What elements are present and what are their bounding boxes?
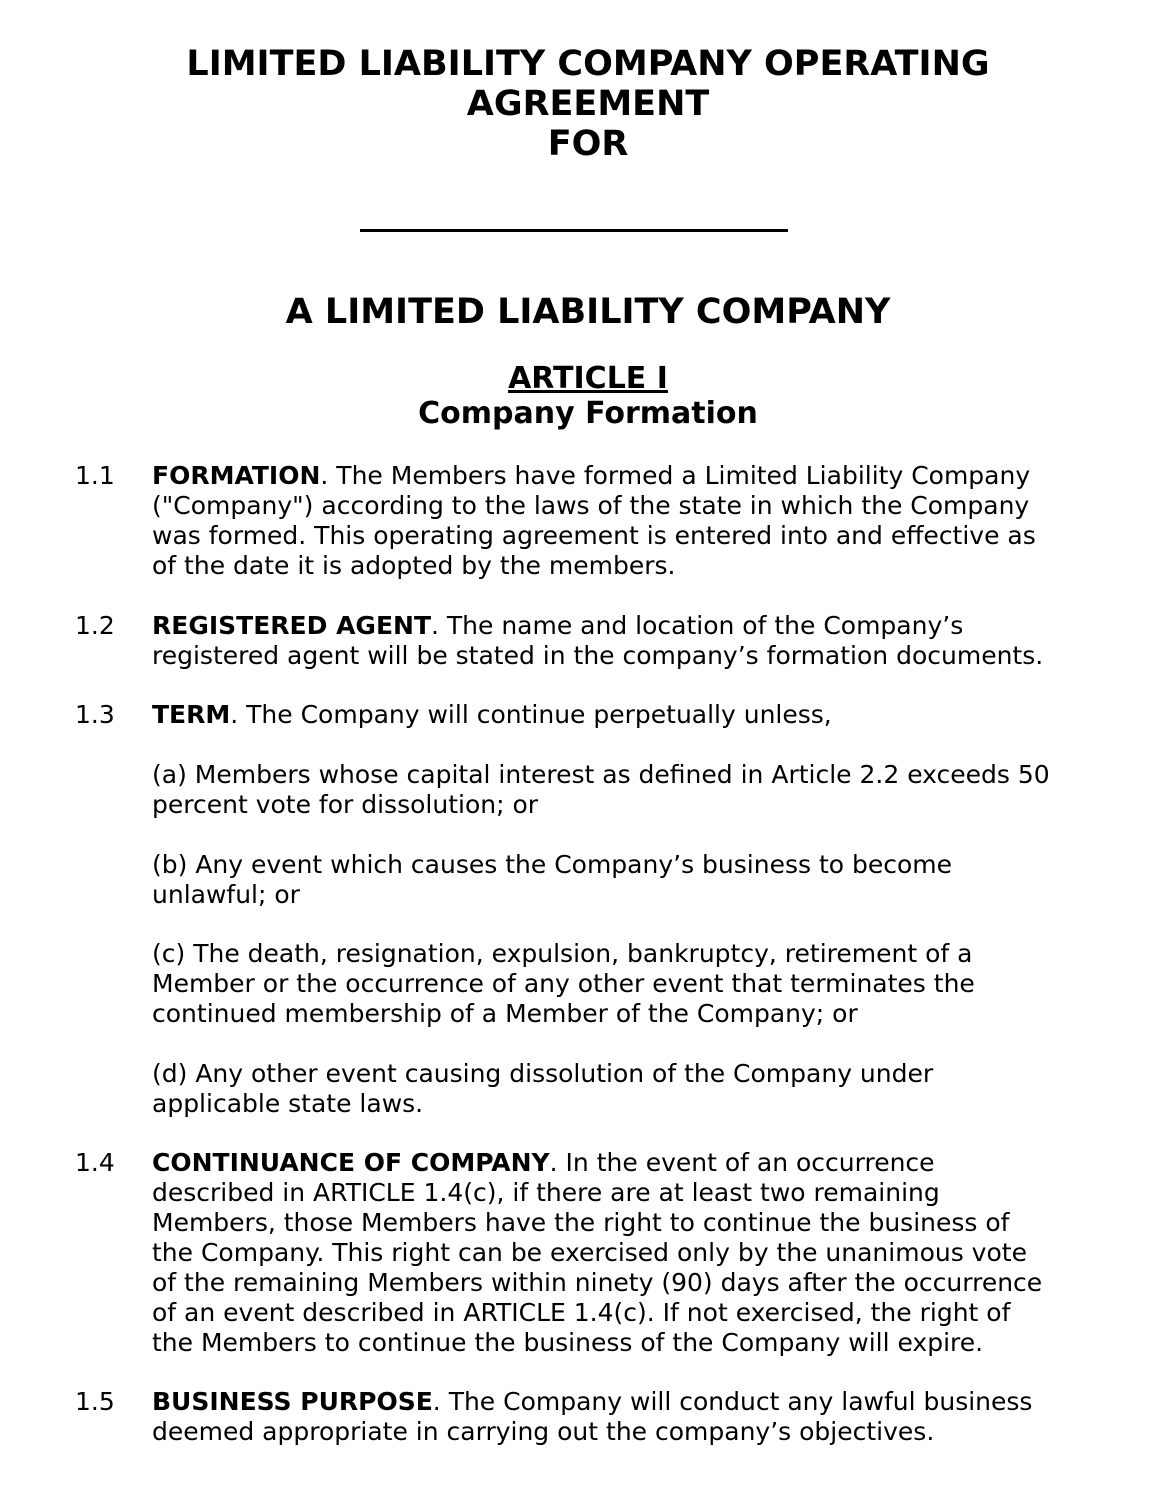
section-heading: TERM xyxy=(152,700,231,729)
section-heading: FORMATION xyxy=(152,461,321,490)
section-body xyxy=(152,611,1082,671)
subitem-line: (b) Any event which causes the Company’s business to become xyxy=(152,850,953,879)
section-text: . In the event of an occurrence xyxy=(549,1148,935,1177)
section-line xyxy=(152,461,1082,491)
term-subitem-a xyxy=(152,760,1092,820)
title-line: AGREEMENT xyxy=(466,84,710,124)
document-subtitle: A LIMITED LIABILITY COMPANY xyxy=(285,292,891,332)
subitem-line: (d) Any other event causing dissolution of the Company under xyxy=(152,1059,934,1088)
section-heading: BUSINESS PURPOSE xyxy=(152,1387,433,1416)
term-subitem-d xyxy=(152,1059,1092,1119)
article-number: ARTICLE I xyxy=(508,361,668,396)
article-heading xyxy=(0,361,1176,431)
section-text: . The Members have formed a Limited Liability Company xyxy=(320,461,1031,490)
section-line: of an event described in ARTICLE 1.4(c). If not exercised, the right of xyxy=(152,1298,1011,1327)
section-text: . The name and location of the Company’s xyxy=(431,611,964,640)
title-line: FOR xyxy=(547,124,629,164)
subitem-line: percent vote for dissolution; or xyxy=(152,790,539,819)
subitem-line: applicable state laws. xyxy=(152,1089,424,1118)
subitem-line: continued membership of a Member of the Company; or xyxy=(152,999,858,1028)
section-body xyxy=(152,461,1082,581)
subitem-line: Member or the occurrence of any other event that terminates the xyxy=(152,969,975,998)
section-number: 1.2 xyxy=(75,611,115,640)
section-number: 1.1 xyxy=(75,461,115,490)
section-body xyxy=(152,700,1082,730)
title-line: LIMITED LIABILITY COMPANY OPERATING xyxy=(186,44,990,84)
section-line: described in ARTICLE 1.4(c), if there are at least two remaining xyxy=(152,1178,940,1207)
section-line: registered agent will be stated in the company’s formation documents. xyxy=(152,641,1044,670)
section-text: . The Company will conduct any lawful business xyxy=(432,1387,1033,1416)
section-line xyxy=(152,700,1082,730)
section-line: was formed. This operating agreement is entered into and effective as xyxy=(152,521,1036,550)
term-subitem-b xyxy=(152,850,1092,910)
section-line: deemed appropriate in carrying out the company’s objectives. xyxy=(152,1417,935,1446)
section-line: Members, those Members have the right to continue the business of xyxy=(152,1208,1010,1237)
section-line: of the remaining Members within ninety (90) days after the occurrence xyxy=(152,1268,1043,1297)
section-heading: CONTINUANCE OF COMPANY xyxy=(152,1148,550,1177)
section-line: ("Company") according to the laws of the state in which the Company xyxy=(152,491,1030,520)
section-line xyxy=(152,1387,1082,1417)
section-number: 1.5 xyxy=(75,1387,115,1416)
document-title xyxy=(0,44,1176,164)
subitem-line: (c) The death, resignation, expulsion, bankruptcy, retirement of a xyxy=(152,939,973,968)
section-body xyxy=(152,1387,1082,1447)
section-number: 1.3 xyxy=(75,700,115,729)
article-name: Company Formation xyxy=(418,396,758,431)
section-body xyxy=(152,1148,1082,1358)
section-number: 1.4 xyxy=(75,1148,115,1177)
section-line: of the date it is adopted by the members. xyxy=(152,551,676,580)
section-line xyxy=(152,611,1082,641)
section-line xyxy=(152,1148,1082,1178)
company-name-blank-line xyxy=(360,229,788,232)
section-text: . The Company will continue perpetually unless, xyxy=(230,700,832,729)
subitem-line: (a) Members whose capital interest as defined in Article 2.2 exceeds 50 xyxy=(152,760,1050,789)
section-line: the Company. This right can be exercised only by the unanimous vote xyxy=(152,1238,1027,1267)
term-subitem-c xyxy=(152,939,1092,1029)
section-heading: REGISTERED AGENT xyxy=(152,611,431,640)
subitem-line: unlawful; or xyxy=(152,880,300,909)
section-line: the Members to continue the business of the Company will expire. xyxy=(152,1328,984,1357)
